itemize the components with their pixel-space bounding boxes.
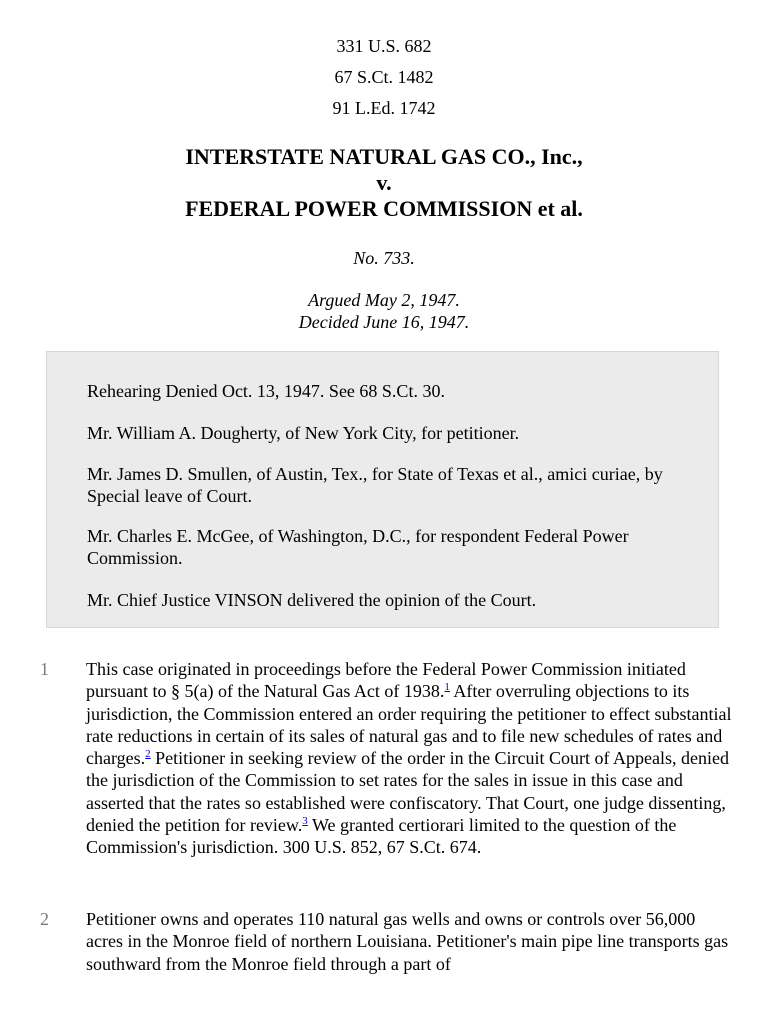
counsel-respondent: Mr. Charles E. McGee, of Washington, D.C., for respondent Federal Power Commission. [87,526,629,568]
syllabus-box [46,351,719,628]
citation-supreme-court-reporter: 67 S.Ct. 1482 [334,67,434,87]
paragraph-1-text-d: We granted certiorari limited to the question of the Commission's jurisdiction. 300 U.S. 852, 67 S.Ct. 674. [86,815,677,858]
footnote-link-2[interactable]: 2 [145,748,151,761]
case-title [0,144,768,222]
footnote-link-3[interactable]: 3 [302,815,308,828]
petitioner-name: INTERSTATE NATURAL GAS CO., Inc., [185,144,583,169]
paragraph-number: 2 [40,909,49,929]
respondent-name: FEDERAL POWER COMMISSION et al. [185,196,583,221]
rehearing-note: Rehearing Denied Oct. 13, 1947. See 68 S.Ct. 30. [87,381,445,401]
citation-us-reports: 331 U.S. 682 [336,36,432,56]
argued-date: Argued May 2, 1947. [308,290,460,310]
citation-lawyers-edition: 91 L.Ed. 1742 [332,98,436,118]
paragraph-1-text-b: After overruling objections to its jurisdiction, the Commission entered an order requiring the petitioner to effect substantial rate reductions in certain of its sales of natural gas and to file new schedules of rates and charges. [86,681,732,769]
footnote-link-1[interactable]: 1 [444,681,450,694]
paragraph-2: Petitioner owns and operates 110 natural gas wells and owns or controls over 56,000 acres in the Monroe field of northern Louisiana. Petitioner's main pipe line transports gas southward from the Monroe field through a part of [86,909,729,974]
case-dates [0,289,768,333]
docket-number: No. 733. [353,248,415,268]
decided-date: Decided June 16, 1947. [298,312,470,332]
paragraph-number: 1 [40,659,49,679]
paragraph-1 [86,658,734,859]
counsel-petitioner: Mr. William A. Dougherty, of New York City, for petitioner. [87,423,520,443]
versus-label: v. [376,170,392,195]
counsel-amici: Mr. James D. Smullen, of Austin, Tex., for State of Texas et al., amici curiae, by Special leave of Court. [87,464,663,506]
paragraph-1-text-c: Petitioner in seeking review of the order in the Circuit Court of Appeals, denied the jurisdiction of the Commission to set rates for the sales in issue in this case and asserted that the rates so established were confiscatory. That Court, one judge dissenting, denied the petition for review. [86,748,730,836]
opinion-author: Mr. Chief Justice VINSON delivered the opinion of the Court. [87,590,537,610]
paragraph-1-text-a: This case originated in proceedings before the Federal Power Commission initiated pursuant to § 5(a) of the Natural Gas Act of 1938. [86,659,686,702]
citations [0,34,768,127]
